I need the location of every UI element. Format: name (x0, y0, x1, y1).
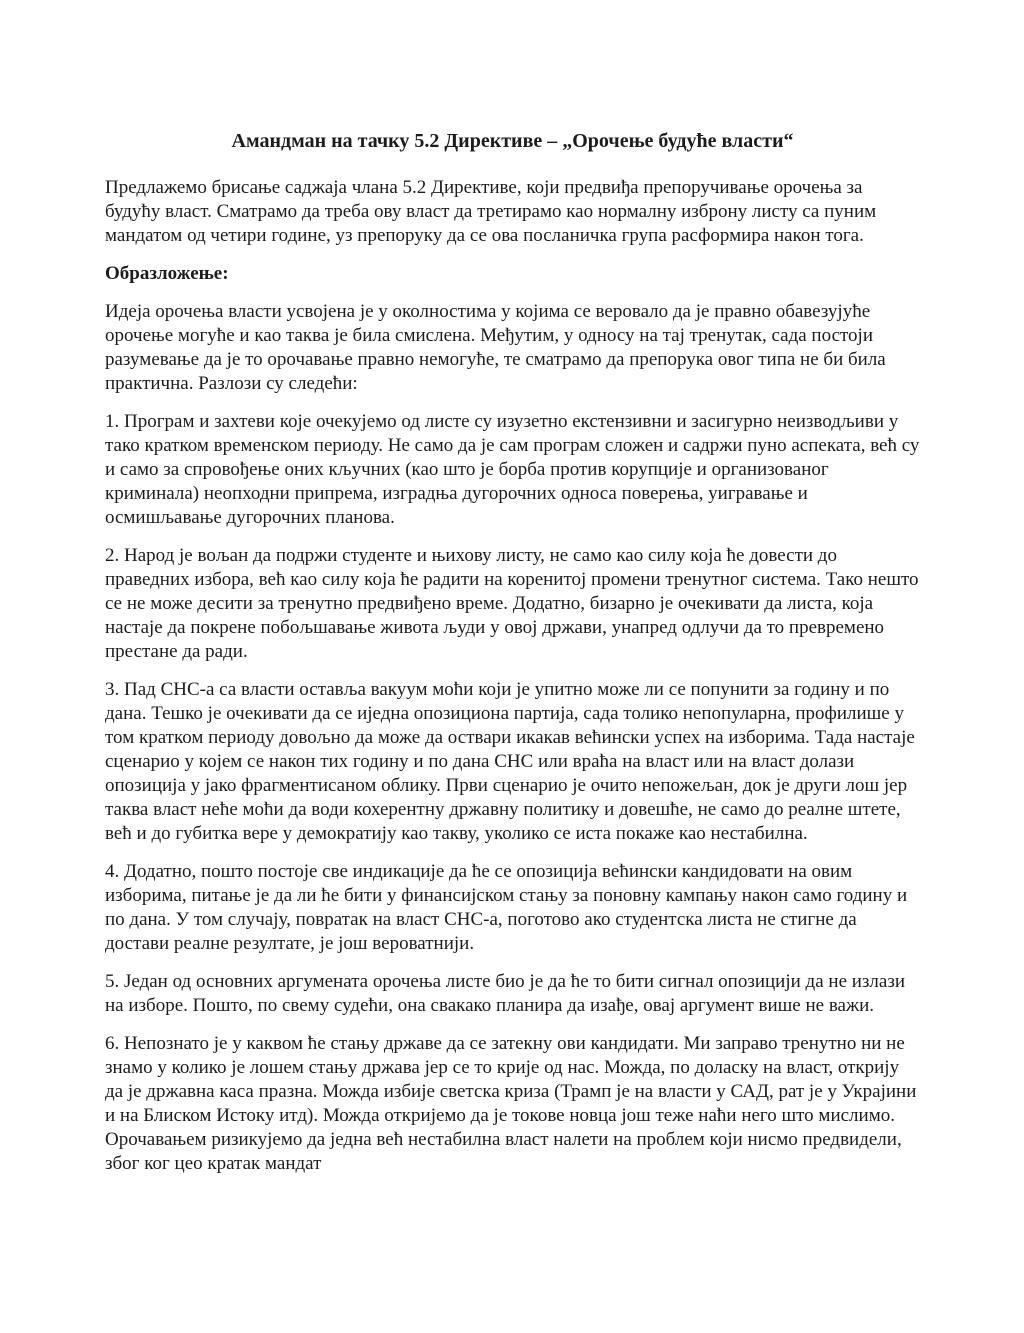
list-item-4: 4. Додатно, пошто постоје све индикације да ће се опозиција већински кандидовати на овим изборима, питање је да ли ће бити у финансијском стању за поновну кампању након само годину и по дана. У том случају, повратак на власт СНС-а, поготово ако студентска листа не стигне да достави реалне резултате, је још вероватнији. (105, 861, 908, 954)
list-item-1: 1. Програм и захтеви које очекујемо од листе су изузетно екстензивни и засигурно неизводљиви у тако кратком временском периоду. Не само да је сам програм сложен и садржи пуно аспеката, већ су и само за спровођење оних кључних (као што је борба против корупције и организованог криминала) неопходни припрема, изградња дугорочних односа поверења, уигравање и осмишљавање дугорочних планова. (105, 411, 920, 528)
list-item-3: 3. Пад СНС-а са власти оставља вакуум моћи који је упитно може ли се попунити за годину и по дана. Тешко је очекивати да се иједна опозициона партија, сада толико непопуларна, профилише у том кратком периоду довољно да може да оствари икакав већински успех на изборима. Тада настаје сценарио у којем се након тих годину и по дана СНС или враћа на власт или на власт долази опозиција у јако фрагментисаном облику. Први сценарио је очито непожељан, док је други лош јер таква власт неће моћи да води кохерентну државну политику и довешће, не само до реалне штете, већ и до губитка вере у демократију као такву, уколико се иста покаже као нестабилна. (105, 679, 915, 844)
list-item-2: 2. Народ је вољан да подржи студенте и њихову листу, не само као силу која ће довести до праведних избора, већ као силу која ће радити на коренитој промени тренутног система. Тако нешто се не може десити за тренутно предвиђено време. Додатно, бизарно је очекивати да листа, која настаје да покрене побољшавање живота људи у овој држави, унапред одлучи да то превремено престане да ради. (105, 545, 919, 662)
list-item-6: 6. Непознато је у каквом ће стању државе да се затекну ови кандидати. Ми заправо тренутно ни не знамо у колико је лошем стању држава јер се то крије од нас. Можда, по доласку на власт, открију да је државна каса празна. Можда избије светска криза (Трамп је на власти у САД, рат је у Украјини и на Блиском Истоку итд). Можда откријемо да је токове новца још теже наћи него што мислимо. Орочавањем ризикујемо да једна већ нестабилна власт налети на проблем који нисмо предвидели, због ког цео кратак мандат (105, 1033, 917, 1174)
intro-paragraph: Предлажемо брисање саджаја члана 5.2 Директиве, који предвиђа препоручивање орочења за будућу власт. Сматрамо да треба ову власт да третирамо као нормалну изброну листу са пуним мандатом од четири године, уз препоруку да се ова посланичка група расформира након тога. (105, 177, 877, 246)
document-title: Амандман на тачку 5.2 Директиве – „Орочење будуће власти“ (231, 130, 794, 152)
section-heading: Образложење: (105, 263, 229, 284)
rationale-paragraph: Идеја орочења власти усвојена је у околностима у којима се веровало да је правно обавезујуће орочење могуће и као таква је била смислена. Међутим, у односу на тај тренутак, сада постоји разумевање да је то орочавање правно немогуће, те сматрамо да препорука овог типа не би била практична. Разлози су следећи: (105, 301, 886, 394)
list-item-5: 5. Један од основних аргумената орочења листе био је да ће то бити сигнал опозицији да не излази на изборе. Пошто, по свему судећи, она свакако планира да изађе, овај аргумент више не важи. (105, 971, 906, 1016)
